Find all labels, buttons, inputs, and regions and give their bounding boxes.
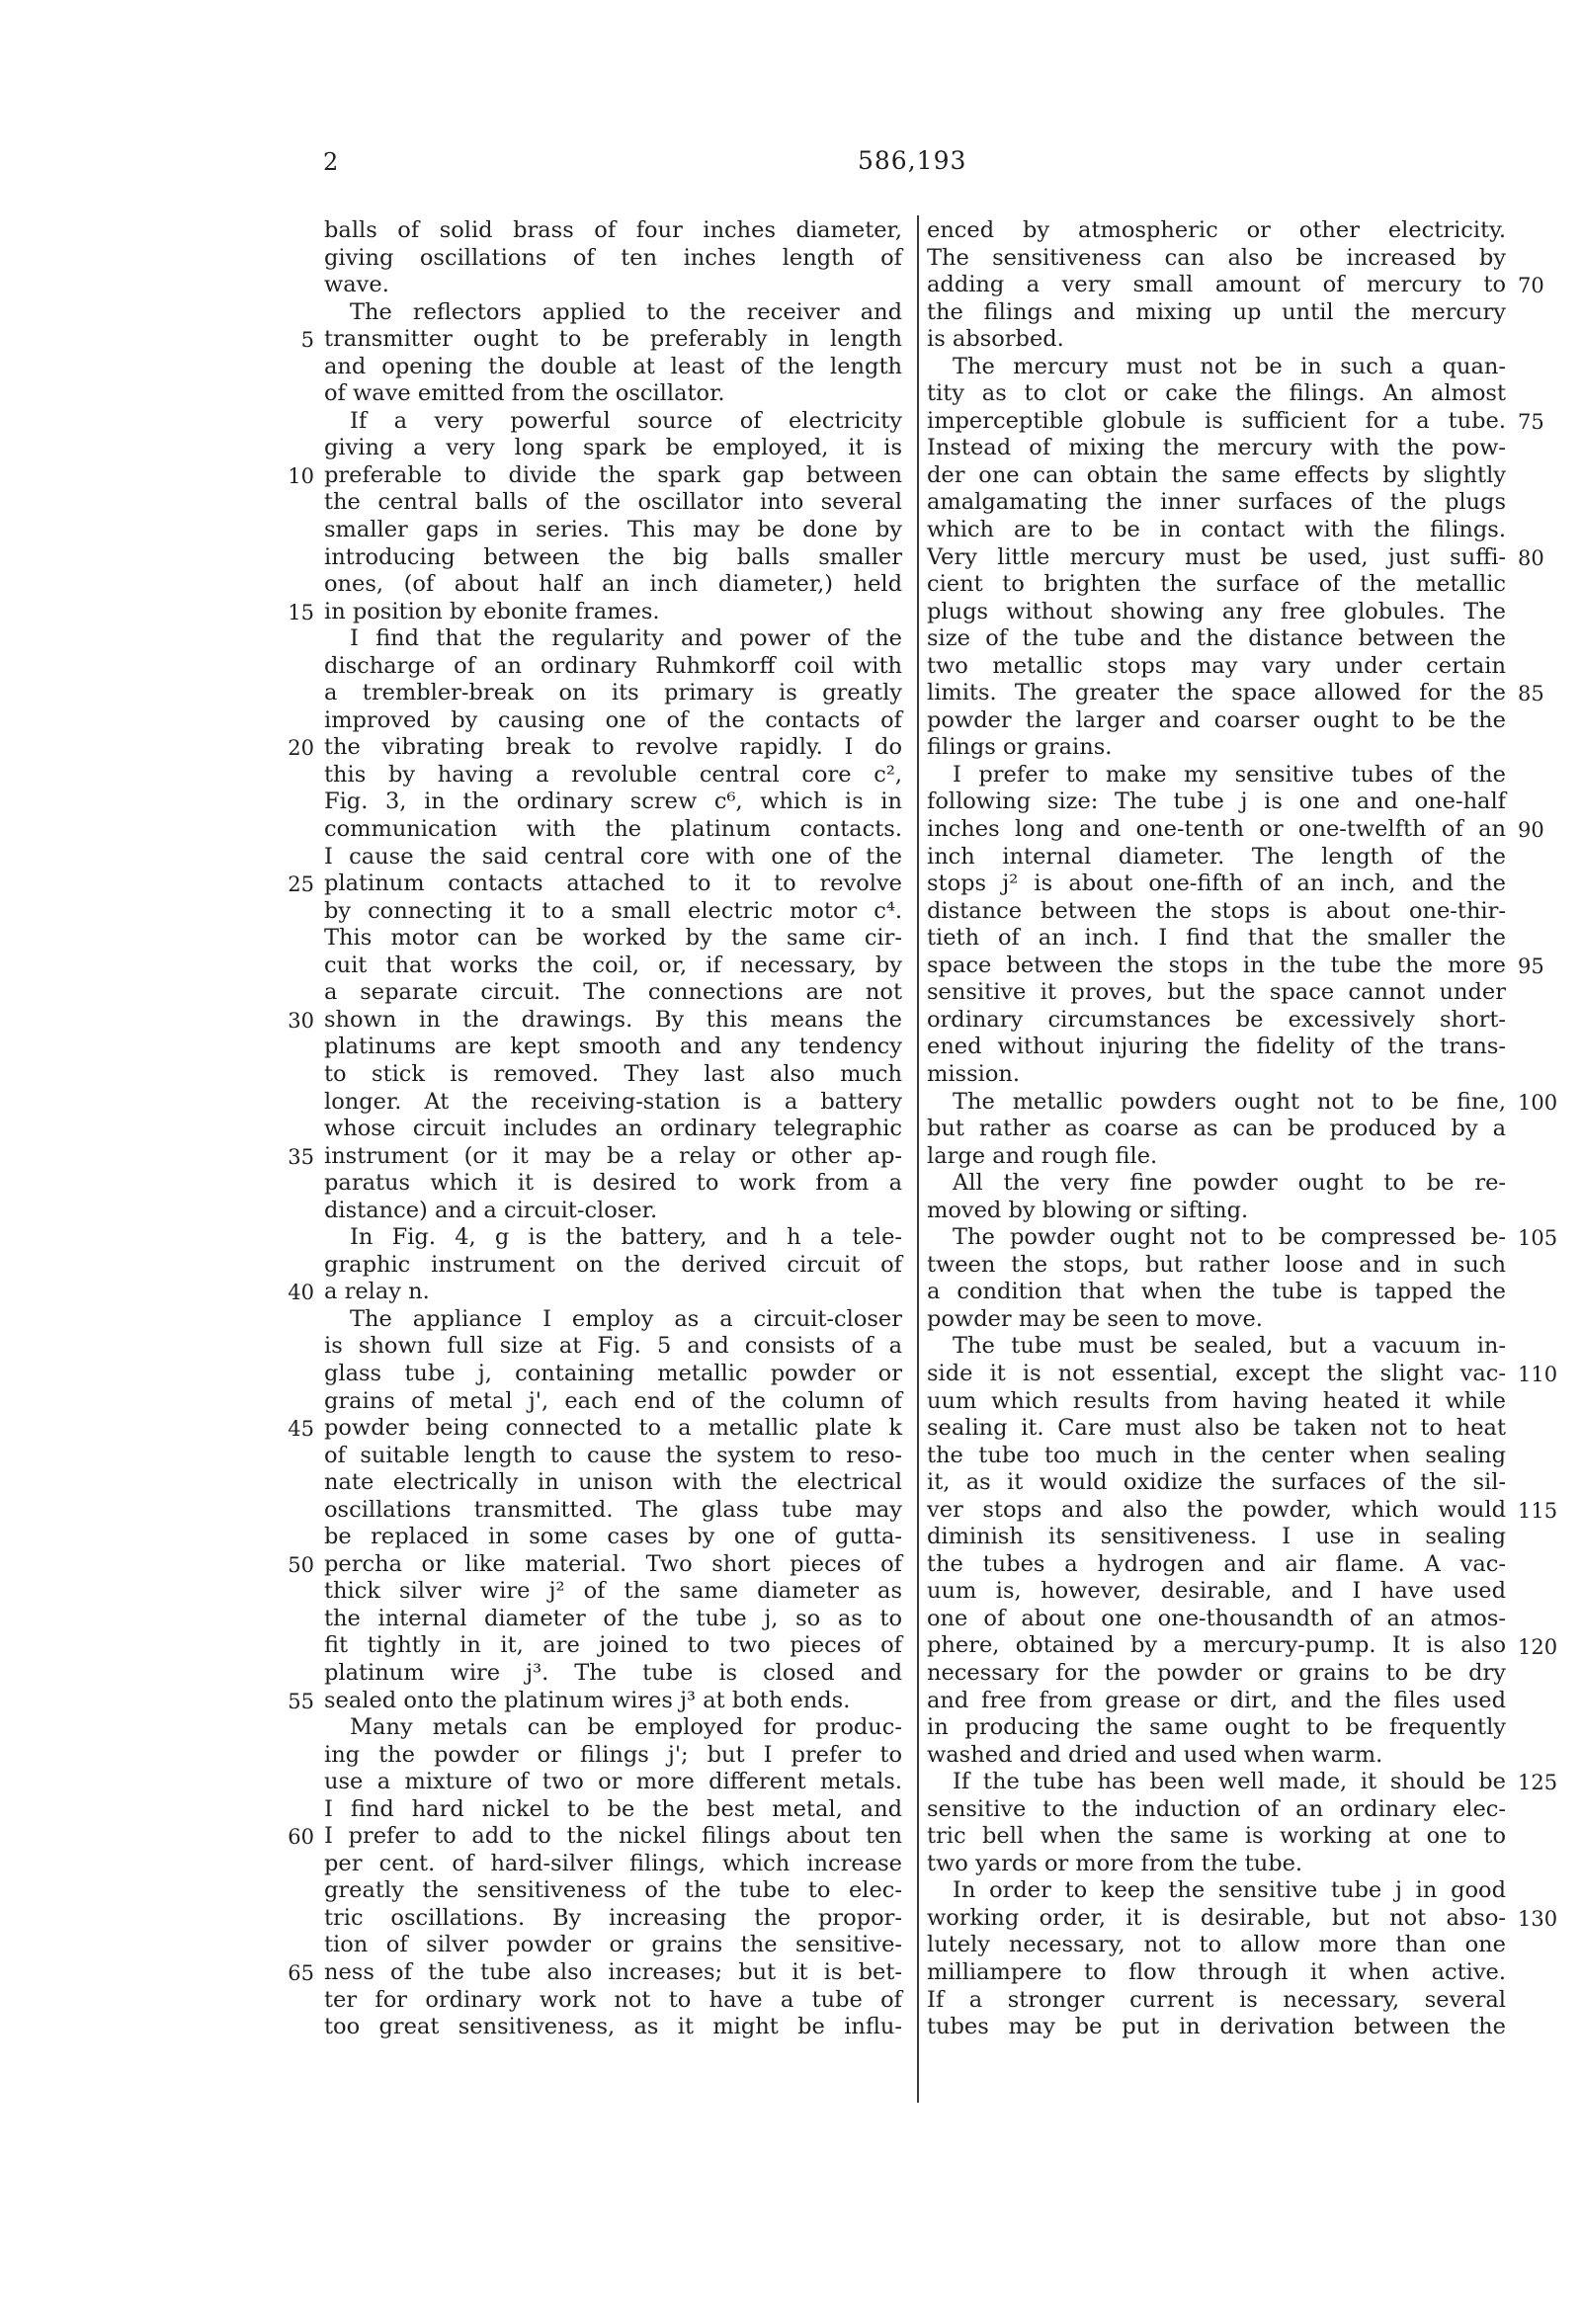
text-line: two metallic stops may vary under certain [927,652,1506,679]
text-line: whose circuit includes an ordinary telegraphic [324,1116,902,1142]
margin-line-number: 35 [288,1144,314,1169]
margin-line-number: 125 [1518,1771,1558,1795]
text-line: inch internal diameter. The length of the [927,843,1506,870]
text-line: a condition that when the tube is tapped the [927,1279,1506,1305]
text-line: use a mixture of two or more different metals. [324,1769,902,1795]
text-line: The appliance I employ as a circuit-closer [350,1305,902,1332]
text-line: a separate circuit. The connections are not [324,979,902,1006]
margin-line-number: 45 [288,1417,314,1442]
text-line: preferable to divide the spark gap between [324,461,902,488]
text-line: this by having a revoluble central core c², [324,761,902,788]
text-line: mission. [927,1060,1021,1087]
text-line: sealed onto the platinum wires j³ at both ends. [324,1687,851,1713]
text-line: the tubes a hydrogen and air flame. A vac- [927,1550,1506,1577]
text-line: by connecting it to a small electric motor c⁴. [324,897,902,924]
text-line: sensitive to the induction of an ordinary elec- [927,1795,1506,1822]
text-line: instrument (or it may be a relay or other ap- [324,1142,902,1169]
margin-line-number: 105 [1518,1226,1558,1251]
text-line: I find that the regularity and power of the [350,625,902,652]
text-line: sensitive it proves, but the space cannot under [927,979,1506,1006]
text-line: Many metals can be employed for produc- [350,1714,902,1741]
margin-line-number: 130 [1518,1907,1558,1932]
text-line: wave. [324,272,389,298]
text-line: in position by ebonite frames. [324,598,660,624]
text-line: is shown full size at Fig. 5 and consists of a [324,1333,902,1360]
text-line: platinum contacts attached to it to revolve [324,871,902,897]
text-line: longer. At the receiving-station is a battery [324,1088,902,1115]
text-line: the tube too much in the center when sealing [927,1442,1506,1468]
text-line: in producing the same ought to be frequently [927,1714,1506,1741]
text-line: grains of metal j', each end of the column of [324,1387,902,1414]
text-line: platinum wire j³. The tube is closed and [324,1659,902,1686]
text-line: plugs without showing any free globules. The [927,598,1506,624]
margin-line-number: 20 [288,736,314,761]
text-line: uum which results from having heated it while [927,1387,1506,1414]
margin-line-number: 65 [288,1961,314,1986]
text-line: the filings and mixing up until the mercury [927,298,1506,325]
text-line: ing the powder or filings j'; but I prefer to [324,1741,902,1768]
text-line: working order, it is desirable, but not abso- [927,1904,1506,1931]
text-line: space between the stops in the tube the more [927,952,1506,978]
text-line: the central balls of the oscillator into several [324,489,902,516]
text-line: greatly the sensitiveness of the tube to elec- [324,1877,902,1904]
text-line: be replaced in some cases by one of gutta- [324,1524,902,1550]
margin-line-number: 110 [1518,1363,1558,1387]
text-line: fit tightly in it, are joined to two pieces of [324,1632,902,1659]
text-line: thick silver wire j² of the same diameter as [324,1578,902,1605]
text-line: cient to brighten the surface of the metallic [927,571,1506,598]
text-line: If a very powerful source of electricity [350,407,902,434]
text-line: The reflectors applied to the receiver and [350,298,902,325]
text-line: Instead of mixing the mercury with the pow- [927,435,1506,461]
margin-line-number: 5 [300,328,314,353]
text-line: The sensitiveness can also be increased by [927,244,1506,271]
margin-line-number: 40 [288,1281,314,1305]
text-line: In Fig. 4, g is the battery, and h a tele- [350,1224,902,1251]
text-line: washed and dried and used when warm. [927,1741,1383,1768]
text-line: der one can obtain the same effects by slightly [927,461,1506,488]
margin-line-number: 55 [288,1689,314,1713]
text-line: the vibrating break to revolve rapidly. I do [324,734,902,761]
text-line: shown in the drawings. By this means the [324,1006,902,1033]
margin-line-number: 30 [288,1008,314,1033]
text-line: distance between the stops is about one-thir- [927,897,1506,924]
text-line: percha or like material. Two short pieces of [324,1550,902,1577]
text-line: a relay n. [324,1279,430,1305]
text-line: tric bell when the same is working at one to [927,1823,1506,1850]
text-line: necessary for the powder or grains to be dry [927,1659,1506,1686]
text-line: ordinary circumstances be excessively short- [927,1006,1506,1033]
text-line: to stick is removed. They last also much [324,1060,902,1087]
text-line: This motor can be worked by the same cir- [324,925,902,952]
text-line: powder the larger and coarser ought to be the [927,706,1506,733]
text-line: sealing it. Care must also be taken not to heat [927,1415,1506,1442]
text-line: and opening the double at least of the length [324,353,902,379]
text-line: The metallic powders ought not to be fine, [953,1088,1506,1115]
text-line: communication with the platinum contacts. [324,816,902,843]
margin-line-number: 10 [288,463,314,488]
text-line: side it is not essential, except the slight vac- [927,1360,1506,1386]
text-line: giving oscillations of ten inches length of [324,244,902,271]
text-line: graphic instrument on the derived circuit of [324,1251,902,1278]
text-line: lutely necessary, not to allow more than one [927,1932,1506,1958]
margin-line-number: 50 [288,1552,314,1577]
text-line: The mercury must not be in such a quan- [953,353,1506,379]
text-line: I find hard nickel to be the best metal, and [324,1795,902,1822]
text-line: ness of the tube also increases; but it is bet- [324,1959,902,1985]
margin-line-number: 75 [1518,409,1544,434]
text-line: milliampere to flow through it when active. [927,1959,1506,1985]
text-line: ones, (of about half an inch diameter,) held [324,571,902,598]
text-line: phere, obtained by a mercury-pump. It is also [927,1632,1506,1659]
text-line: nate electrically in unison with the electrical [324,1469,902,1496]
text-line: the internal diameter of the tube j, so as to [324,1605,902,1631]
text-line: paratus which it is desired to work from a [324,1170,902,1197]
text-line: adding a very small amount of mercury to [927,272,1506,298]
text-line: tween the stops, but rather loose and in such [927,1251,1506,1278]
text-line: platinums are kept smooth and any tendency [324,1034,902,1060]
text-line: I cause the said central core with one of the [324,843,902,870]
text-line: following size: The tube j is one and one-half [927,788,1506,815]
text-line: large and rough file. [927,1142,1158,1169]
text-line: The tube must be sealed, but a vacuum in- [953,1333,1506,1360]
text-line: a trembler-break on its primary is greatly [324,680,902,706]
margin-line-number: 80 [1518,545,1544,570]
text-line: I prefer to make my sensitive tubes of the [953,761,1506,788]
margin-line-number: 70 [1518,274,1544,298]
text-line: oscillations transmitted. The glass tube may [324,1496,902,1523]
text-line: is absorbed. [927,326,1064,353]
text-line: tity as to clot or cake the filings. An almost [927,380,1506,407]
text-line: imperceptible globule is sufficient for a tube. [927,407,1506,434]
text-line: one of about one one-thousandth of an atmos- [927,1605,1506,1631]
text-line: per cent. of hard-silver filings, which increase [324,1850,902,1876]
right-text-column [927,217,1506,2041]
text-line: but rather as coarse as can be produced by a [927,1116,1506,1142]
margin-line-number: 15 [288,600,314,624]
text-line: powder may be seen to move. [927,1305,1263,1332]
text-line: enced by atmospheric or other electricity. [927,217,1506,243]
text-line: tric oscillations. By increasing the propor- [324,1904,902,1931]
text-line: smaller gaps in series. This may be done by [324,517,902,543]
text-line: All the very fine powder ought to be re- [953,1170,1506,1197]
text-line: ver stops and also the powder, which would [927,1496,1506,1523]
patent-number: 586,193 [858,146,967,175]
text-line: tubes may be put in derivation between the [927,2014,1506,2040]
text-line: distance) and a circuit-closer. [324,1197,658,1223]
text-line: of suitable length to cause the system to reso- [324,1442,902,1468]
text-line: which are to be in contact with the filings. [927,517,1506,543]
text-line: introducing between the big balls smaller [324,543,902,570]
margin-line-number: 120 [1518,1634,1558,1659]
margin-line-number: 95 [1518,954,1544,978]
text-line: uum is, however, desirable, and I have used [927,1578,1506,1605]
text-line: too great sensitiveness, as it might be influ- [324,2014,902,2040]
margin-line-number: 90 [1518,818,1544,843]
text-line: filings or grains. [927,734,1113,761]
margin-line-number: 60 [288,1825,314,1850]
text-line: ened without injuring the fidelity of the trans- [927,1034,1506,1060]
text-line: cuit that works the coil, or, if necessary, by [324,952,902,978]
margin-line-number: 85 [1518,682,1544,706]
text-line: of wave emitted from the oscillator. [324,380,725,407]
margin-line-number: 115 [1518,1498,1558,1523]
text-line: balls of solid brass of four inches diameter, [324,217,902,243]
text-line: giving a very long spark be employed, it is [324,435,902,461]
text-line: glass tube j, containing metallic powder or [324,1360,902,1386]
text-line: ter for ordinary work not to have a tube of [324,1986,902,2013]
text-line: two yards or more from the tube. [927,1850,1303,1876]
page-number: 2 [323,148,339,176]
text-line: tion of silver powder or grains the sensitive- [324,1932,902,1958]
text-line: moved by blowing or sifting. [927,1197,1249,1223]
text-line: powder being connected to a metallic plate k [324,1415,902,1442]
text-line: If the tube has been well made, it should be [953,1769,1506,1795]
column-divider [917,215,919,2103]
text-line: tieth of an inch. I find that the smaller the [927,925,1506,952]
text-line: inches long and one-tenth or one-twelfth of an [927,816,1506,843]
text-line: Very little mercury must be used, just suffi- [927,543,1506,570]
text-line: Fig. 3, in the ordinary screw c⁶, which is in [324,788,902,815]
text-line: limits. The greater the space allowed for the [927,680,1506,706]
text-line: amalgamating the inner surfaces of the plugs [927,489,1506,516]
text-line: discharge of an ordinary Ruhmkorff coil with [324,652,902,679]
text-line: In order to keep the sensitive tube j in good [953,1877,1506,1904]
text-line: The powder ought not to be compressed be- [953,1224,1506,1251]
text-line: I prefer to add to the nickel filings about ten [324,1823,902,1850]
text-line: improved by causing one of the contacts of [324,706,902,733]
left-text-column [324,217,902,2041]
text-line: size of the tube and the distance between the [927,625,1506,652]
text-line: diminish its sensitiveness. I use in sealing [927,1524,1506,1550]
text-line: If a stronger current is necessary, several [927,1986,1506,2013]
margin-line-number: 25 [288,872,314,897]
margin-line-number: 100 [1518,1090,1558,1115]
text-line: it, as it would oxidize the surfaces of the sil- [927,1469,1506,1496]
text-line: transmitter ought to be preferably in length [324,326,902,353]
text-line: and free from grease or dirt, and the files used [927,1687,1506,1713]
text-line: stops j² is about one-fifth of an inch, and the [927,871,1506,897]
